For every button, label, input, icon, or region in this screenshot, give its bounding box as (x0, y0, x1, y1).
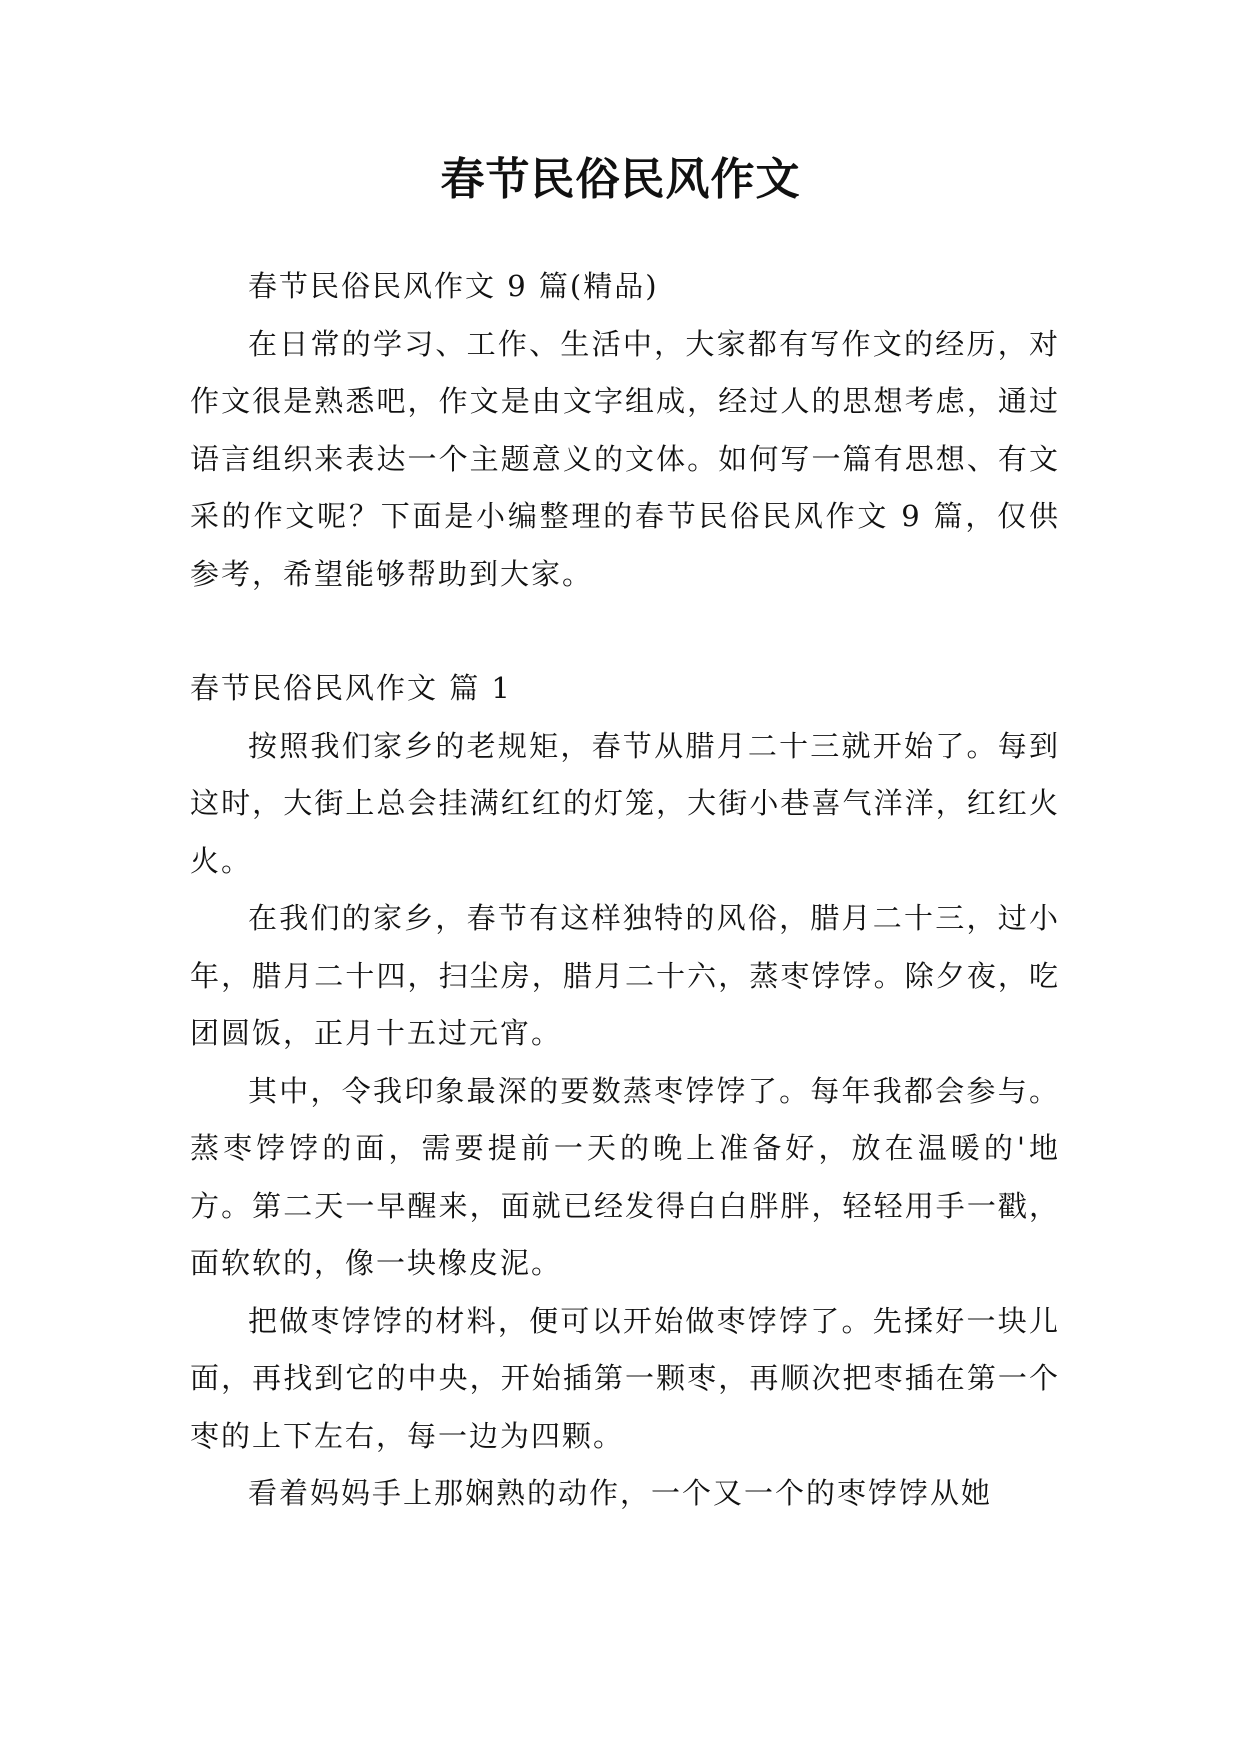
section-heading: 春节民俗民风作文 篇 1 (190, 671, 512, 705)
paragraph: 看着妈妈手上那娴熟的动作，一个又一个的枣饽饽从她 (248, 1476, 993, 1510)
paragraph: 把做枣饽饽的材料，便可以开始做枣饽饽了。先揉好一块儿面，再找到它的中央，开始插第一颗枣，再顺次把枣插在第一个枣的上下左右，每一边为四颗。 (190, 1303, 1060, 1453)
document-title: 春节民俗民风作文 (440, 154, 801, 205)
document-subtitle: 春节民俗民风作文 9 篇(精品) (248, 269, 659, 303)
paragraph: 按照我们家乡的老规矩，春节从腊月二十三就开始了。每到这时，大街上总会挂满红红的灯笼，大街小巷喜气洋洋，红红火火。 (190, 728, 1060, 878)
document-body (190, 258, 1060, 1523)
paragraph: 在我们的家乡，春节有这样独特的风俗，腊月二十三，过小年，腊月二十四，扫尘房，腊月二十六，蒸枣饽饽。除夕夜，吃团圆饭，正月十五过元宵。 (190, 901, 1060, 1050)
intro-paragraph: 在日常的学习、工作、生活中，大家都有写作文的经历，对作文很是熟悉吧，作文是由文字组成，经过人的思想考虑，通过语言组织来表达一个主题意义的文体。如何写一篇有思想、有文采的作文呢？下面是小编整理的春节民俗民风作文 9 篇，仅供参考，希望能够帮助到大家。 (190, 326, 1060, 591)
paragraph: 其中，令我印象最深的要数蒸枣饽饽了。每年我都会参与。蒸枣饽饽的面，需要提前一天的晚上准备好，放在温暖的'地方。第二天一早醒来，面就已经发得白白胖胖，轻轻用手一戳，面软软的，像一块橡皮泥。 (190, 1073, 1060, 1280)
